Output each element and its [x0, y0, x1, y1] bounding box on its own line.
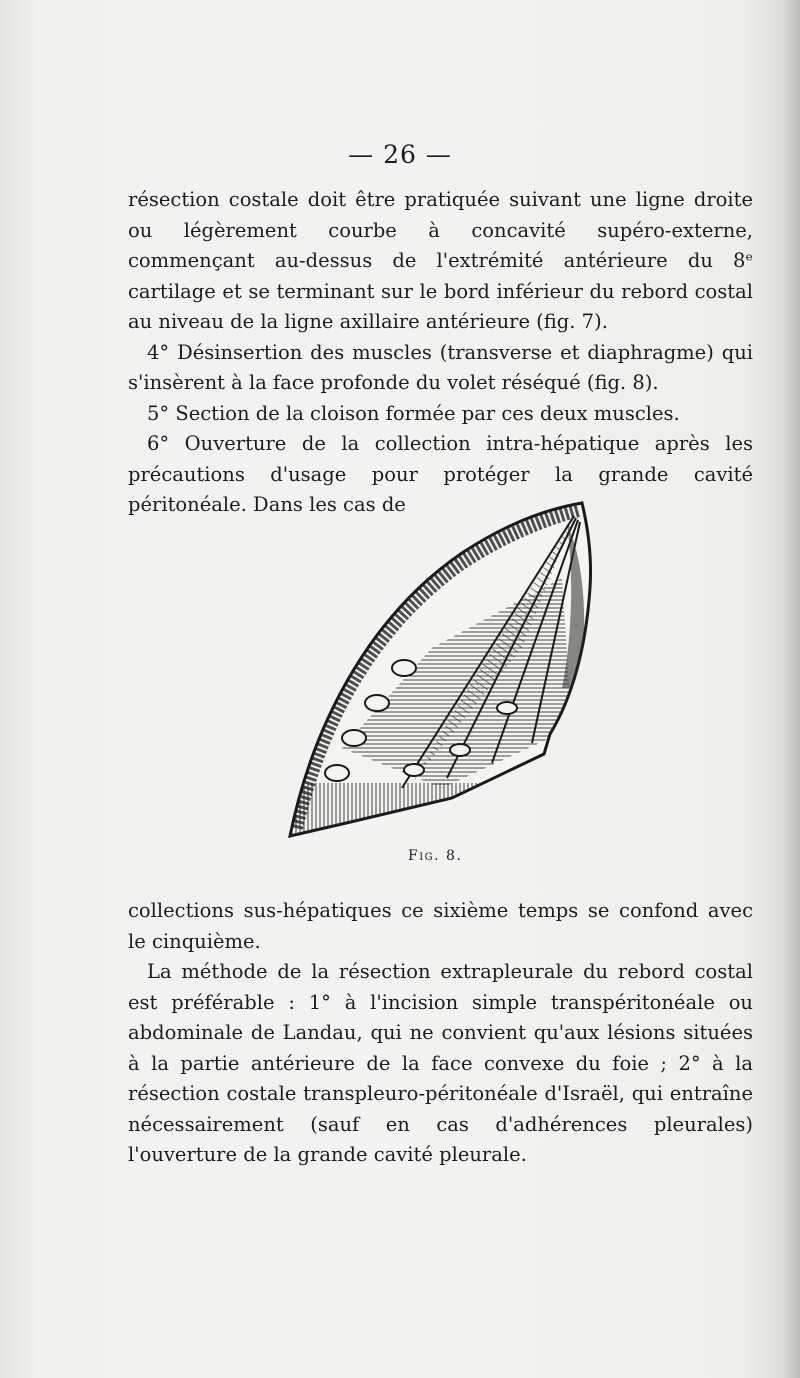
paragraph: résection costale doit être pratiquée suivant une ligne droite ou légèrement courbe à concavité supéro-externe, commençant au-dessus de l'extrémité antérieure du 8ᵉ cartilage et se terminant sur le bord inférieur du rebord costal au niveau de la ligne axillaire antérieure (fig. 7).: [128, 188, 753, 333]
figure-caption: Fig. 8.: [408, 848, 463, 864]
anatomical-figure: [282, 498, 602, 843]
page-number: — 26 —: [348, 140, 452, 169]
muscle-band-lower: [282, 783, 602, 843]
paragraph-continuation: collections sus-hépatiques ce sixième temps se confond avec le cinquième.: [128, 899, 753, 953]
text-block-bottom: [128, 896, 753, 1171]
page-edge-shadow: [782, 0, 800, 1378]
paragraph-step-5: 5° Section de la cloison formée par ces deux muscles.: [147, 401, 680, 425]
paragraph-step-4: 4° Désinsertion des muscles (transverse et diaphragme) qui s'insèrent à la face profonde du volet réséqué (fig. 8).: [128, 340, 753, 394]
paragraph-method: La méthode de la résection extrapleurale du rebord costal est préférable : 1° à l'incision simple transpéritonéale ou abdominale de Landau, qui ne convient qu'aux lésions situées à la partie antérieure de la face convexe du foie ; 2° à la résection costale transpleuro-péritonéale d'Israël, qui entraîne nécessairement (sauf en cas d'adhérences pleurales) l'ouverture de la grande cavité pleurale.: [128, 960, 753, 1166]
text-block-top: [128, 185, 753, 521]
paragraph-step-6: 6° Ouverture de la collection intra-hépatique après les précautions d'usage pour protéger la grande cavité péritonéale. Dans les cas de: [128, 432, 753, 516]
